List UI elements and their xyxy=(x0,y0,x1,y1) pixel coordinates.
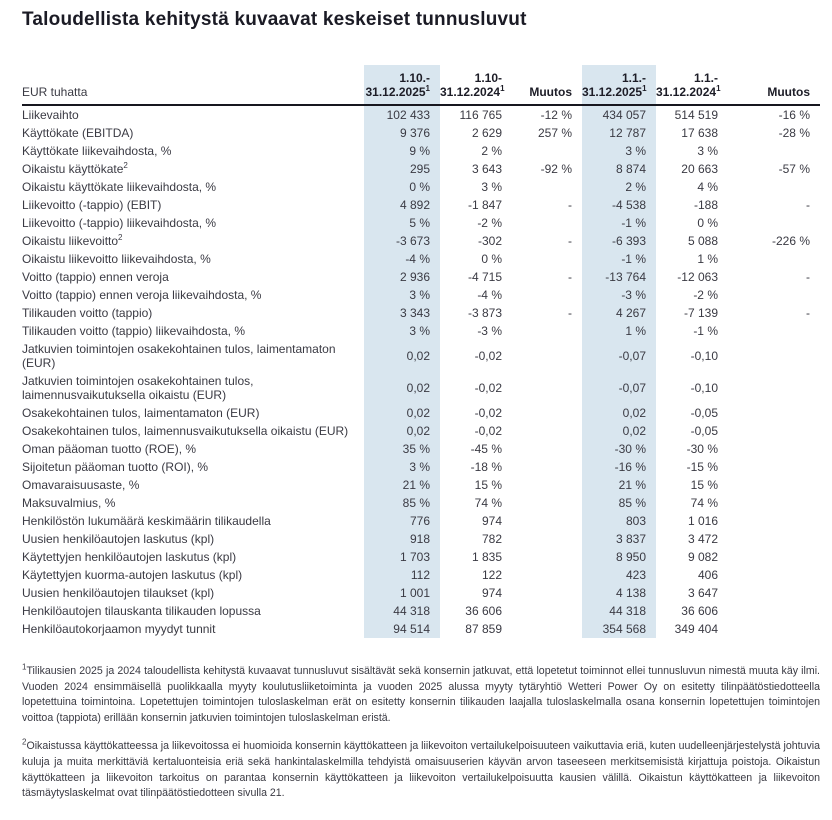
metric-label xyxy=(22,214,364,232)
metric-value: 0,02 xyxy=(364,340,440,372)
metric-value: 974 xyxy=(481,514,502,528)
metric-label-text: Henkilöautojen tilauskanta tilikauden lopussa xyxy=(22,604,261,618)
metric-value: -0,10 xyxy=(690,349,718,363)
metric-value: -12 % xyxy=(540,108,572,122)
column-period-bottom: 31.12.2025 xyxy=(365,84,426,99)
metric-value xyxy=(512,620,582,638)
metric-label-text: Maksuvalmius, % xyxy=(22,496,116,510)
metric-label-text: Osakekohtainen tulos, laimennusvaikutuksella oikaistu (EUR) xyxy=(22,424,349,438)
metric-value: 3 % xyxy=(697,144,718,158)
page-title: Taloudellista kehitystä kuvaavat keskeiset tunnusluvut xyxy=(22,9,527,30)
metric-value: -1 % xyxy=(582,250,656,268)
metric-value xyxy=(512,476,582,494)
metric-value: -0,05 xyxy=(690,424,718,438)
metric-value xyxy=(512,602,582,620)
metric-value xyxy=(512,286,582,304)
metric-value: -0,02 xyxy=(474,406,502,420)
metric-label xyxy=(22,440,364,458)
metric-value: -12 063 xyxy=(677,270,718,284)
table-row xyxy=(22,304,820,322)
metric-label-text: Voitto (tappio) ennen veroja xyxy=(22,270,169,284)
column-period-top: 1.10.- xyxy=(399,71,430,85)
metric-value: -4 % xyxy=(477,288,502,302)
metric-value: -16 % xyxy=(778,108,810,122)
metric-value: -3 % xyxy=(582,286,656,304)
metric-label-text: Liikevaihto xyxy=(22,108,79,122)
metric-label-text: Liikevoitto (-tappio) liikevaihdosta, % xyxy=(22,216,217,230)
table-row xyxy=(22,422,820,440)
metric-value: 85 % xyxy=(582,494,656,512)
table-row xyxy=(22,105,820,124)
metric-value: -30 % xyxy=(686,442,718,456)
metric-value xyxy=(512,440,582,458)
metric-label-text: Oikaistu käyttökate xyxy=(22,162,124,176)
table-row xyxy=(22,440,820,458)
metric-value: - xyxy=(806,306,810,320)
footnotes xyxy=(22,664,820,802)
metric-value xyxy=(512,422,582,440)
metric-value: -0,07 xyxy=(582,372,656,404)
metric-value: 2 % xyxy=(582,178,656,196)
column-header-1 xyxy=(364,65,440,105)
table-row xyxy=(22,404,820,422)
column-period-top: 1.1.- xyxy=(693,71,718,85)
table-row xyxy=(22,602,820,620)
metric-value: 122 xyxy=(481,568,502,582)
column-period-bottom: 31.12.2024 xyxy=(440,84,501,99)
metric-value: -57 % xyxy=(778,162,810,176)
metric-value xyxy=(728,530,820,548)
metric-value xyxy=(728,458,820,476)
table-row xyxy=(22,548,820,566)
metric-value: - xyxy=(806,198,810,212)
metric-value: 3 % xyxy=(364,286,440,304)
table-row xyxy=(22,196,820,214)
metric-value xyxy=(728,178,820,196)
metric-value: 3 % xyxy=(481,180,502,194)
unit-label: EUR tuhatta xyxy=(22,65,364,105)
metric-label xyxy=(22,105,364,124)
metric-value xyxy=(728,142,820,160)
metric-value: 0 % xyxy=(364,178,440,196)
metric-value xyxy=(728,372,820,404)
metric-label xyxy=(22,530,364,548)
metric-value: 5 % xyxy=(364,214,440,232)
metric-label xyxy=(22,566,364,584)
metric-value: 3 % xyxy=(364,322,440,340)
key-figures-table xyxy=(22,65,820,638)
metric-value: -188 xyxy=(693,198,718,212)
table-row xyxy=(22,160,820,178)
metric-value: - xyxy=(806,270,810,284)
metric-value: -3 873 xyxy=(467,306,502,320)
metric-value: -0,05 xyxy=(690,406,718,420)
metric-value: -4 538 xyxy=(582,196,656,214)
metric-value: 44 318 xyxy=(582,602,656,620)
metric-value xyxy=(728,620,820,638)
metric-value: 9 082 xyxy=(687,550,718,564)
metric-value: 1 % xyxy=(697,252,718,266)
metric-value xyxy=(728,566,820,584)
metric-value: 87 859 xyxy=(465,622,502,636)
metric-value: 3 837 xyxy=(582,530,656,548)
table-row xyxy=(22,620,820,638)
column-period-bottom: Muutos xyxy=(529,84,572,99)
metric-value xyxy=(512,584,582,602)
metric-value: 918 xyxy=(364,530,440,548)
metric-value xyxy=(512,404,582,422)
metric-value: 974 xyxy=(481,586,502,600)
metric-value: 0,02 xyxy=(364,404,440,422)
column-period-top: 1.1.- xyxy=(621,71,646,85)
metric-value: 434 057 xyxy=(582,105,656,124)
metric-label xyxy=(22,404,364,422)
metric-value: 15 % xyxy=(474,478,502,492)
table-row xyxy=(22,268,820,286)
metric-value xyxy=(728,340,820,372)
metric-label-text: Oman pääoman tuotto (ROE), % xyxy=(22,442,197,456)
column-header-3 xyxy=(512,65,582,105)
metric-label-text: Sijoitetun pääoman tuotto (ROI), % xyxy=(22,460,209,474)
metric-value: 1 001 xyxy=(364,584,440,602)
table-row xyxy=(22,322,820,340)
metric-value xyxy=(512,458,582,476)
table-row xyxy=(22,476,820,494)
column-footnote-ref: 1 xyxy=(500,83,505,93)
metric-value xyxy=(728,512,820,530)
metric-value xyxy=(512,250,582,268)
footnote-2-marker: 2 xyxy=(22,737,27,747)
metric-label xyxy=(22,322,364,340)
metric-value: 0,02 xyxy=(364,422,440,440)
metric-value xyxy=(512,372,582,404)
metric-value: 2 % xyxy=(481,144,502,158)
metric-label xyxy=(22,340,364,372)
metric-value xyxy=(728,286,820,304)
metric-value xyxy=(512,214,582,232)
metric-label xyxy=(22,250,364,268)
metric-value: -30 % xyxy=(582,440,656,458)
metric-value: - xyxy=(568,234,572,248)
metric-value: -18 % xyxy=(470,460,502,474)
metric-value: 257 % xyxy=(537,126,572,140)
metric-value: 12 787 xyxy=(582,124,656,142)
metric-value: 0 % xyxy=(697,216,718,230)
metric-value: -2 % xyxy=(693,288,718,302)
metric-label xyxy=(22,304,364,322)
metric-value: 9 % xyxy=(364,142,440,160)
metric-value: -45 % xyxy=(470,442,502,456)
metric-value xyxy=(728,322,820,340)
metric-value: -0,02 xyxy=(474,381,502,395)
metric-value: -0,02 xyxy=(474,424,502,438)
column-header-6 xyxy=(728,65,820,105)
metric-label xyxy=(22,584,364,602)
metric-value: 0 % xyxy=(481,252,502,266)
metric-value: 406 xyxy=(697,568,718,582)
metric-label-text: Oikaistu liikevoitto xyxy=(22,234,119,248)
metric-value: 4 138 xyxy=(582,584,656,602)
metric-value: 94 514 xyxy=(364,620,440,638)
metric-value: 9 376 xyxy=(364,124,440,142)
metric-value: 0,02 xyxy=(582,422,656,440)
metric-value: 3 643 xyxy=(471,162,502,176)
metric-label xyxy=(22,196,364,214)
table-row xyxy=(22,584,820,602)
metric-value xyxy=(728,548,820,566)
table-row xyxy=(22,124,820,142)
metric-value xyxy=(512,494,582,512)
metric-label xyxy=(22,602,364,620)
column-footnote-ref: 1 xyxy=(425,83,430,93)
metric-label xyxy=(22,142,364,160)
metric-value: 514 519 xyxy=(674,108,718,122)
column-footnote-ref: 1 xyxy=(716,83,721,93)
metric-value: 354 568 xyxy=(582,620,656,638)
metric-value: -3 % xyxy=(477,324,502,338)
metric-value: -4 715 xyxy=(467,270,502,284)
metric-label-text: Omavaraisuusaste, % xyxy=(22,478,140,492)
metric-value: 21 % xyxy=(582,476,656,494)
metric-value: 44 318 xyxy=(364,602,440,620)
metric-value: 1 % xyxy=(582,322,656,340)
metric-value: - xyxy=(568,306,572,320)
metric-value: -0,02 xyxy=(474,349,502,363)
metric-value: -1 % xyxy=(582,214,656,232)
table-row xyxy=(22,178,820,196)
footnote-1-marker: 1 xyxy=(22,662,27,672)
table-row xyxy=(22,214,820,232)
metric-label-text: Liikevoitto (-tappio) (EBIT) xyxy=(22,198,162,212)
metric-label-text: Tilikauden voitto (tappio) xyxy=(22,306,153,320)
metric-value: -3 673 xyxy=(364,232,440,250)
metric-value xyxy=(512,548,582,566)
metric-label-text: Voitto (tappio) ennen veroja liikevaihdosta, % xyxy=(22,288,262,302)
metric-value xyxy=(512,566,582,584)
table-header-row xyxy=(22,65,820,105)
metric-value: 3 % xyxy=(582,142,656,160)
metric-value: 4 % xyxy=(697,180,718,194)
metric-value xyxy=(512,178,582,196)
metric-label-text: Käytettyjen henkilöautojen laskutus (kpl) xyxy=(22,550,237,564)
metric-label xyxy=(22,512,364,530)
metric-value xyxy=(512,322,582,340)
metric-footnote-ref: 2 xyxy=(118,233,123,242)
metric-value: 4 892 xyxy=(364,196,440,214)
metric-label-text: Jatkuvien toimintojen osakekohtainen tulos, laimennusvaikutuksella oikaistu (EUR) xyxy=(22,374,254,402)
metric-value: 5 088 xyxy=(687,234,718,248)
metric-label xyxy=(22,160,364,178)
metric-value: -13 764 xyxy=(582,268,656,286)
footnote-2 xyxy=(22,739,820,801)
column-period-bottom: 31.12.2024 xyxy=(656,84,717,99)
metric-label-text: Käytettyjen kuorma-autojen laskutus (kpl) xyxy=(22,568,243,582)
metric-value: 36 606 xyxy=(681,604,718,618)
table-row xyxy=(22,286,820,304)
metric-value: 20 663 xyxy=(681,162,718,176)
metric-value: 35 % xyxy=(364,440,440,458)
table-row xyxy=(22,458,820,476)
metric-label-text: Henkilöautokorjaamon myydyt tunnit xyxy=(22,622,216,636)
table-row xyxy=(22,340,820,372)
metric-value xyxy=(512,512,582,530)
metric-value: -2 % xyxy=(477,216,502,230)
metric-value xyxy=(728,584,820,602)
metric-value: 295 xyxy=(364,160,440,178)
metric-value xyxy=(512,340,582,372)
metric-label-text: Henkilöstön lukumäärä keskimäärin tilikaudella xyxy=(22,514,271,528)
metric-value: 2 936 xyxy=(364,268,440,286)
metric-value: 803 xyxy=(582,512,656,530)
metric-value: 349 404 xyxy=(674,622,718,636)
metric-value: - xyxy=(568,270,572,284)
metric-value: 74 % xyxy=(690,496,718,510)
metric-label xyxy=(22,422,364,440)
metric-value: 102 433 xyxy=(364,105,440,124)
metric-label xyxy=(22,268,364,286)
metric-value xyxy=(728,440,820,458)
metric-label xyxy=(22,124,364,142)
metric-value: -7 139 xyxy=(683,306,718,320)
metric-label xyxy=(22,286,364,304)
metric-value: -0,10 xyxy=(690,381,718,395)
metric-value: - xyxy=(568,198,572,212)
metric-value: 74 % xyxy=(474,496,502,510)
footnote-1-text: Tilikausien 2025 ja 2024 taloudellista kehitystä kuvaavat tunnusluvut sisältävät sekä konsernin jatkuvat, että lopetetut toiminnot ellei tunnusluvun nimestä muuta käy ilmi. Vuoden 2024 ensimmäisellä puolikkaalla myyty koulutusliiketoiminta ja vuoden 2025 alussa myyty tytäryhtiö Wetteri Power Oy on esitetty tilinpäätöstiedotteella lopetettuina toimintoina. Lopetettujen toimintojen tuloslaskelman erät on esitetty konsernin tilikauden laajalla tuloslaskelmalla osana konsernin lopetettujen toimintojen voittoa (tappiota) erillään konsernin jatkuvien toimintojen tuloslaskelman eristä. xyxy=(22,665,820,724)
metric-value: -92 % xyxy=(540,162,572,176)
metric-value: -15 % xyxy=(686,460,718,474)
metric-value: -1 % xyxy=(693,324,718,338)
metric-value: -1 847 xyxy=(467,198,502,212)
metric-value: 112 xyxy=(364,566,440,584)
column-period-bottom: Muutos xyxy=(767,84,810,99)
metric-label xyxy=(22,232,364,250)
metric-value: 1 016 xyxy=(687,514,718,528)
metric-value: -302 xyxy=(477,234,502,248)
metric-footnote-ref: 2 xyxy=(123,161,128,170)
metric-value: 0,02 xyxy=(582,404,656,422)
table-row xyxy=(22,566,820,584)
metric-value: 2 629 xyxy=(471,126,502,140)
footnote-1 xyxy=(22,664,820,726)
metric-label-text: Oikaistu käyttökate liikevaihdosta, % xyxy=(22,180,217,194)
metric-value: 776 xyxy=(364,512,440,530)
metric-value xyxy=(512,530,582,548)
metric-value: 21 % xyxy=(364,476,440,494)
metric-value: 36 606 xyxy=(465,604,502,618)
metric-value xyxy=(728,214,820,232)
metric-value: 423 xyxy=(582,566,656,584)
table-body xyxy=(22,105,820,638)
table-row xyxy=(22,232,820,250)
metric-value: 3 343 xyxy=(364,304,440,322)
metric-value: 116 765 xyxy=(459,108,502,122)
column-period-top: 1.10- xyxy=(474,71,502,85)
metric-label-text: Jatkuvien toimintojen osakekohtainen tulos, laimentamaton (EUR) xyxy=(22,342,336,370)
table-row xyxy=(22,250,820,268)
metric-label-text: Tilikauden voitto (tappio) liikevaihdosta, % xyxy=(22,324,246,338)
metric-value: -16 % xyxy=(582,458,656,476)
metric-value: -6 393 xyxy=(582,232,656,250)
metric-value: 782 xyxy=(481,532,502,546)
table-row xyxy=(22,530,820,548)
metric-value: 3 472 xyxy=(687,532,718,546)
metric-value xyxy=(728,494,820,512)
column-header-2 xyxy=(440,65,512,105)
metric-value: -4 % xyxy=(364,250,440,268)
table-row xyxy=(22,512,820,530)
metric-value: -226 % xyxy=(771,234,810,248)
metric-label-text: Uusien henkilöautojen laskutus (kpl) xyxy=(22,532,215,546)
metric-value xyxy=(728,602,820,620)
metric-label xyxy=(22,476,364,494)
column-header-4 xyxy=(582,65,656,105)
metric-value xyxy=(728,250,820,268)
column-period-bottom: 31.12.2025 xyxy=(582,84,643,99)
metric-value xyxy=(512,142,582,160)
metric-value: 4 267 xyxy=(582,304,656,322)
metric-label xyxy=(22,178,364,196)
metric-value xyxy=(728,422,820,440)
metric-value xyxy=(728,476,820,494)
metric-label-text: Käyttökate (EBITDA) xyxy=(22,126,134,140)
metric-value: 3 % xyxy=(364,458,440,476)
metric-label xyxy=(22,620,364,638)
metric-value: 0,02 xyxy=(364,372,440,404)
metric-value: -0,07 xyxy=(582,340,656,372)
metric-value: 15 % xyxy=(690,478,718,492)
metric-label-text: Käyttökate liikevaihdosta, % xyxy=(22,144,172,158)
metric-label xyxy=(22,458,364,476)
metric-value: 3 647 xyxy=(687,586,718,600)
table-row xyxy=(22,142,820,160)
metric-value: 8 950 xyxy=(582,548,656,566)
metric-label-text: Uusien henkilöautojen tilaukset (kpl) xyxy=(22,586,215,600)
metric-value: 8 874 xyxy=(582,160,656,178)
metric-label-text: Osakekohtainen tulos, laimentamaton (EUR) xyxy=(22,406,260,420)
metric-label-text: Oikaistu liikevoitto liikevaihdosta, % xyxy=(22,252,211,266)
metric-label xyxy=(22,494,364,512)
metric-value: 1 703 xyxy=(364,548,440,566)
metric-value xyxy=(728,404,820,422)
metric-value: -28 % xyxy=(778,126,810,140)
column-footnote-ref: 1 xyxy=(642,83,647,93)
table-row xyxy=(22,494,820,512)
table-row xyxy=(22,372,820,404)
column-header-5 xyxy=(656,65,728,105)
metric-value: 85 % xyxy=(364,494,440,512)
metric-label xyxy=(22,548,364,566)
metric-value: 17 638 xyxy=(681,126,718,140)
metric-value: 1 835 xyxy=(471,550,502,564)
metric-label xyxy=(22,372,364,404)
footnote-2-text: Oikaistussa käyttökatteessa ja liikevoitossa ei huomioida konsernin käyttökatteen ja liikevoiton vertailukelpoisuuteen vaikuttavia eriä, kuten uudelleenjärjestelystä johtuvia kuluja ja muita merkittäviä kertaluonteisia eriä sekä hankintalaskelmilla tehdyistä omaisuuserien käyvän arvon taseeseen merkitsemisistä kirjattuja poistoja. Oikaistun käyttökatteen ja liikevoiton tarkoitus on parantaa konsernin käyttökatteen ja liikevoiton vertailukelpoisuutta kausien välillä. Oikaistun käyttökatteen ja liikevoiton täsmäytyslaskelmat ovat tilinpäätöstiedotteen sivulla 21. xyxy=(22,740,820,800)
